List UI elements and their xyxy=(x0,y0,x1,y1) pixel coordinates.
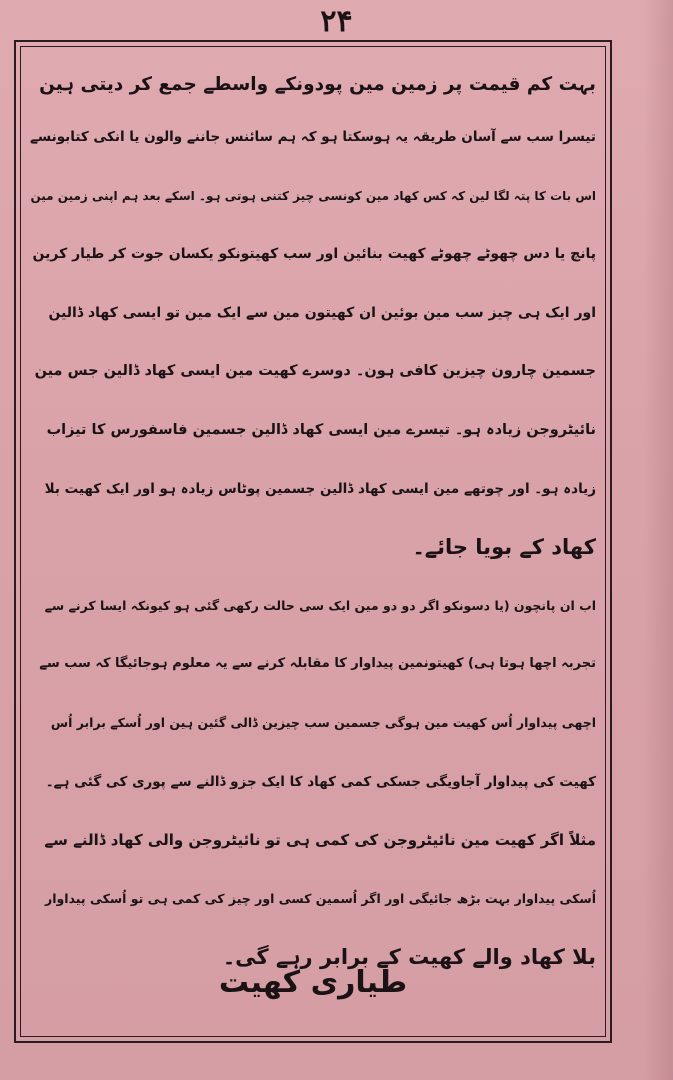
page-number: ۲۴ xyxy=(320,4,353,39)
text-line: اب ان پانچون (یا دسونکو اگر دو دو مین ایک سی حالت رکھی گئی ہو کیونکہ ایسا کرنے سے xyxy=(44,597,596,613)
text-line: بہت کم قیمت پر زمین مین پودونکے واسطے جمع کر دیتی ہین xyxy=(39,74,596,95)
text-line: کھاد کے بویا جائے۔ xyxy=(412,535,596,560)
text-line: پانچ یا دس چھوٹے چھوٹے کھیت بنائین اور سب کھیتونکو یکسان جوت کر طیار کرین xyxy=(32,246,596,263)
body-text xyxy=(30,62,596,987)
page-edge-shadow xyxy=(643,0,673,1080)
text-line: جسمین چارون چیزین کافی ہون۔ دوسرے کھیت مین ایسی کھاد ڈالین جس مین xyxy=(34,363,596,380)
text-line: تجربہ اچھا ہوتا ہی) کھیتونمین پیداوار کا مقابلہ کرنے سے یہ معلوم ہوجائیگا کہ سب سے xyxy=(39,656,596,672)
text-line: اُسکی پیداوار بہت بڑھ جائیگی اور اگر اُسمین کسی اور چیز کی کمی ہی تو اُسکی پیداوار xyxy=(45,890,596,906)
text-line: مثلاً اگر کھیت مین نائیٹروجن کی کمی ہی تو نائیٹروجن والی کھاد ڈالنے سے xyxy=(44,831,596,850)
text-line: اس بات کا پتہ لگا لین کہ کس کھاد مین کونسی چیز کتنی ہوتی ہو۔ اسکے بعد ہم اپنی زمین مین xyxy=(30,188,596,203)
text-line: اور ایک ہی چیز سب مین بوئین ان کھیتون مین سے ایک مین تو ایسی کھاد ڈالین xyxy=(48,304,596,321)
text-line: کھیت کی پیداوار آجاویگی جسکی کمی کھاد کا ایک جزو ڈالنے سے پوری کی گئی ہے۔ xyxy=(45,773,596,790)
text-line: زیادہ ہو۔ اور چوتھے مین ایسی کھاد ڈالین جسمین پوٹاس زیادہ ہو اور ایک کھیت بلا xyxy=(44,480,596,497)
text-line: نائیٹروجن زیادہ ہو۔ تیسرے مین ایسی کھاد ڈالین جسمین فاسفورس کا تیزاب xyxy=(46,421,596,438)
text-line: اچھی پیداوار اُس کھیت مین ہوگی جسمین سب چیزین ڈالی گئین ہین اور اُسکے برابر اُس xyxy=(50,714,596,730)
text-line: بلا کھاد والے کھیت کے برابر رہے گی۔ xyxy=(222,945,596,970)
section-heading: طیاری کھیت xyxy=(218,965,408,1000)
text-line: تیسرا سب سے آسان طریقہ یہ ہوسکتا ہو کہ ہم سائنس جاننے والون یا انکی کتابونسے xyxy=(30,129,596,145)
